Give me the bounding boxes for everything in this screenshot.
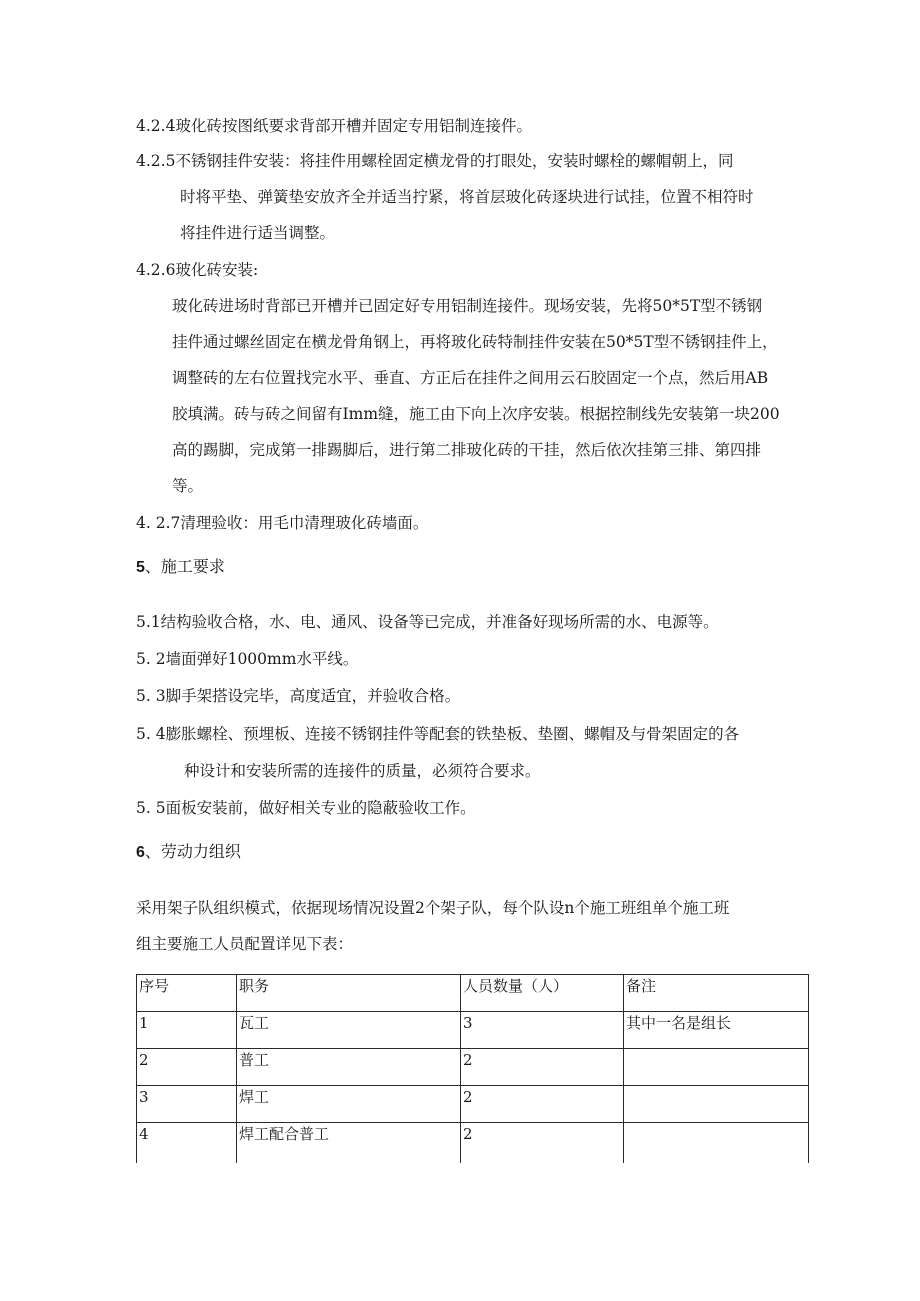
cell-count: 2	[461, 1049, 624, 1086]
cell-role: 焊工	[237, 1086, 461, 1123]
item-4-2-5-line-3: 将挂件进行适当调整。	[180, 224, 336, 242]
intro-line-2: 组主要施工人员配置详见下表：	[136, 935, 354, 953]
header-cell-count: 人员数量（人）	[461, 975, 624, 1012]
cell-note: 其中一名是组长	[624, 1012, 809, 1049]
table-row	[137, 1012, 809, 1049]
item-5-5: 5. 5面板安装前，做好相关专业的隐蔽验收工作。	[136, 799, 476, 817]
cell-count: 2	[461, 1123, 624, 1164]
cell-note	[624, 1123, 809, 1164]
item-4-2-7: 4. 2.7清理验收：用毛巾清理玻化砖墙面。	[136, 514, 429, 532]
section-5-title: 、施工要求	[144, 557, 225, 576]
cell-no: 4	[137, 1123, 237, 1164]
item-5-1: 5.1结构验收合格，水、电、通风、设备等已完成，并准备好现场所需的水、电源等。	[136, 613, 719, 631]
cell-count: 2	[461, 1086, 624, 1123]
staffing-table	[136, 974, 809, 1163]
section-6-heading	[136, 842, 241, 863]
item-4-2-6-title: 4.2.6玻化砖安装:	[136, 261, 259, 279]
table-header-row	[137, 975, 809, 1012]
item-4-2-5-line-1: 4.2.5不锈钢挂件安装：将挂件用螺栓固定横龙骨的打眼处，安装时螺栓的螺帽朝上，同	[136, 152, 734, 170]
item-4-2-6-line-2: 挂件通过螺丝固定在横龙骨角钢上，再将玻化砖特制挂件安装在50*5T型不锈钢挂件上，	[172, 333, 778, 351]
section-6-number: 6	[136, 844, 145, 861]
item-4-2-5-line-2: 时将平垫、弹簧垫安放齐全并适当拧紧，将首层玻化砖逐块进行试挂，位置不相符时	[180, 188, 754, 206]
item-4-2-6-line-3: 调整砖的左右位置找完水平、垂直、方正后在挂件之间用云石胶固定一个点，然后用AB	[172, 369, 769, 387]
cell-role: 焊工配合普工	[237, 1123, 461, 1164]
item-5-4-line-1: 5. 4膨胀螺栓、预埋板、连接不锈钢挂件等配套的铁垫板、垫圈、螺帽及与骨架固定的各	[136, 725, 740, 743]
cell-count: 3	[461, 1012, 624, 1049]
cell-note	[624, 1049, 809, 1086]
header-cell-no: 序号	[137, 975, 237, 1012]
header-cell-role: 职务	[237, 975, 461, 1012]
item-4-2-6-line-4: 胶填满。砖与砖之间留有Imm缝，施工由下向上次序安装。根据控制线先安装第一块200	[172, 405, 780, 423]
item-5-4-line-2: 种设计和安装所需的连接件的质量，必须符合要求。	[184, 762, 541, 780]
cell-role: 瓦工	[237, 1012, 461, 1049]
cell-no: 2	[137, 1049, 237, 1086]
table-row	[137, 1086, 809, 1123]
section-5-number: 5	[136, 559, 145, 576]
section-6-title: 、劳动力组织	[144, 842, 241, 861]
cell-no: 3	[137, 1086, 237, 1123]
item-4-2-6-line-5: 高的踢脚，完成第一排踢脚后，进行第二排玻化砖的干挂，然后依次挂第三排、第四排	[172, 441, 762, 459]
item-4-2-6-line-1: 玻化砖进场时背部已开槽并已固定好专用铝制连接件。现场安装，先将50*5T型不锈钢	[172, 297, 763, 315]
table-row	[137, 1049, 809, 1086]
item-4-2-6-line-6: 等。	[172, 477, 204, 495]
header-cell-note: 备注	[624, 975, 809, 1012]
item-4-2-4: 4.2.4玻化砖按图纸要求背部开槽并固定专用铝制连接件。	[136, 117, 532, 135]
cell-role: 普工	[237, 1049, 461, 1086]
cell-no: 1	[137, 1012, 237, 1049]
item-5-2: 5. 2墙面弹好1000mm水平线。	[136, 650, 359, 668]
section-5-heading	[136, 557, 225, 578]
table-row	[137, 1123, 809, 1164]
item-5-3: 5. 3脚手架搭设完毕，高度适宜，并验收合格。	[136, 687, 461, 705]
cell-note	[624, 1086, 809, 1123]
intro-line-1: 采用架子队组织模式，依据现场情况设置2个架子队，每个队设n个施工班组单个施工班	[136, 899, 730, 917]
